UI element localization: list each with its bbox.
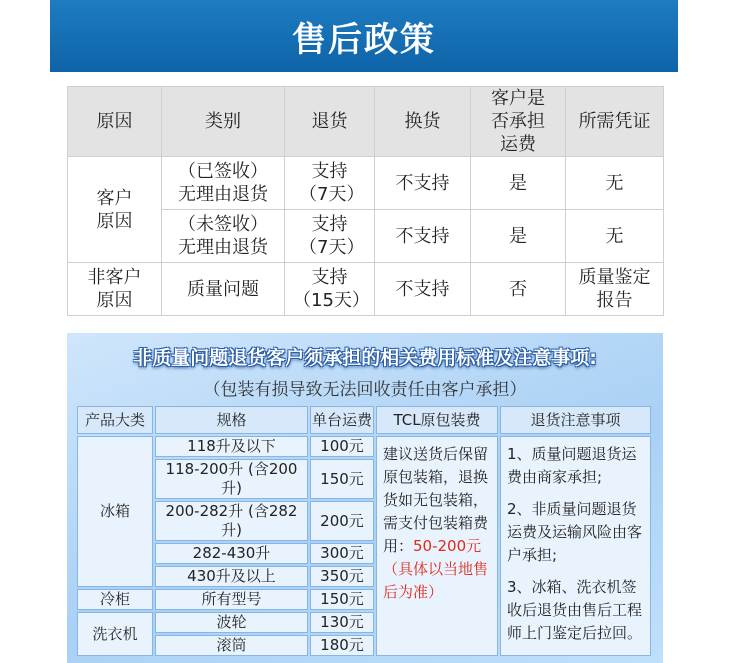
spec-cell: 200-282升 (含282升) — [155, 501, 308, 541]
header-reason: 原因 — [68, 87, 162, 157]
category-freezer: 冷柜 — [77, 589, 153, 610]
fee-panel-title: 非质量问题退货客户须承担的相关费用标准及注意事项: — [133, 347, 597, 369]
return-note-item: 2、非质量问题退货运费及运输风险由客户承担; — [507, 500, 643, 564]
spec-cell: 所有型号 — [155, 589, 308, 610]
fee-header-category: 产品大类 — [77, 406, 153, 434]
return-note-item: 1、质量问题退货运费由商家承担; — [507, 445, 637, 486]
fee-cell: 150元 — [310, 459, 374, 499]
freight-cell: 是 — [471, 210, 566, 263]
fee-cell: 350元 — [310, 566, 374, 587]
fee-cell: 130元 — [310, 612, 374, 633]
fee-header-notes: 退货注意事项 — [500, 406, 651, 434]
spec-cell: 118-200升 (含200升) — [155, 459, 308, 499]
freight-cell: 是 — [471, 157, 566, 210]
fee-panel-subtitle: （包装有损导致无法回收责任由客户承担） — [203, 380, 527, 400]
spec-cell: 118升及以下 — [155, 436, 308, 457]
packaging-fee-highlight: 50-200元（具体以当地售后为准） — [383, 537, 489, 601]
fee-cell: 100元 — [310, 436, 374, 457]
proof-cell: 无 — [566, 157, 664, 210]
category-fridge: 冰箱 — [77, 436, 153, 587]
fee-cell: 200元 — [310, 501, 374, 541]
fee-cell: 180元 — [310, 635, 374, 656]
header-return: 退货 — [285, 87, 375, 157]
category-cell: 质量问题 — [162, 263, 285, 316]
fee-cell: 300元 — [310, 543, 374, 564]
fee-table — [77, 406, 651, 661]
fee-header-freight: 单台运费 — [310, 406, 374, 434]
return-cell: 支持（15天） — [285, 263, 375, 316]
packaging-note-text: 建议送货后保留原包装箱，退换货如无包装箱，需支付包装箱费用： — [383, 445, 489, 555]
fee-header-spec: 规格 — [155, 406, 308, 434]
header-freight: 客户是否承担运费 — [471, 87, 566, 157]
table-row — [68, 263, 664, 316]
fee-cell: 150元 — [310, 589, 374, 610]
exchange-cell: 不支持 — [375, 157, 471, 210]
category-washer: 洗衣机 — [77, 612, 153, 656]
title-banner — [50, 0, 678, 72]
return-fee-panel — [67, 333, 663, 663]
header-exchange: 换货 — [375, 87, 471, 157]
proof-cell: 无 — [566, 210, 664, 263]
category-cell: （未签收）无理由退货 — [162, 210, 285, 263]
spec-cell: 282-430升 — [155, 543, 308, 564]
spec-cell: 滚筒 — [155, 635, 308, 656]
return-cell: 支持（7天） — [285, 210, 375, 263]
category-cell: （已签收）无理由退货 — [162, 157, 285, 210]
reason-non-customer: 非客户原因 — [68, 263, 162, 316]
exchange-cell: 不支持 — [375, 210, 471, 263]
exchange-cell: 不支持 — [375, 263, 471, 316]
page-title: 售后政策 — [292, 19, 436, 60]
header-proof: 所需凭证 — [566, 87, 664, 157]
proof-cell: 质量鉴定报告 — [566, 263, 664, 316]
spec-cell: 430升及以上 — [155, 566, 308, 587]
return-cell: 支持（7天） — [285, 157, 375, 210]
policy-header-row — [68, 87, 664, 157]
return-note-item: 3、冰箱、洗衣机签收后退货由售后工程师上门鉴定后拉回。 — [507, 578, 643, 642]
fee-header-packaging: TCL原包装费 — [376, 406, 498, 434]
freight-cell: 否 — [471, 263, 566, 316]
table-row — [68, 157, 664, 210]
reason-customer: 客户原因 — [68, 157, 162, 263]
spec-cell: 波轮 — [155, 612, 308, 633]
after-sales-policy-table — [67, 86, 664, 316]
packaging-note-cell — [376, 436, 498, 656]
header-category: 类别 — [162, 87, 285, 157]
return-notes-cell — [500, 436, 651, 656]
